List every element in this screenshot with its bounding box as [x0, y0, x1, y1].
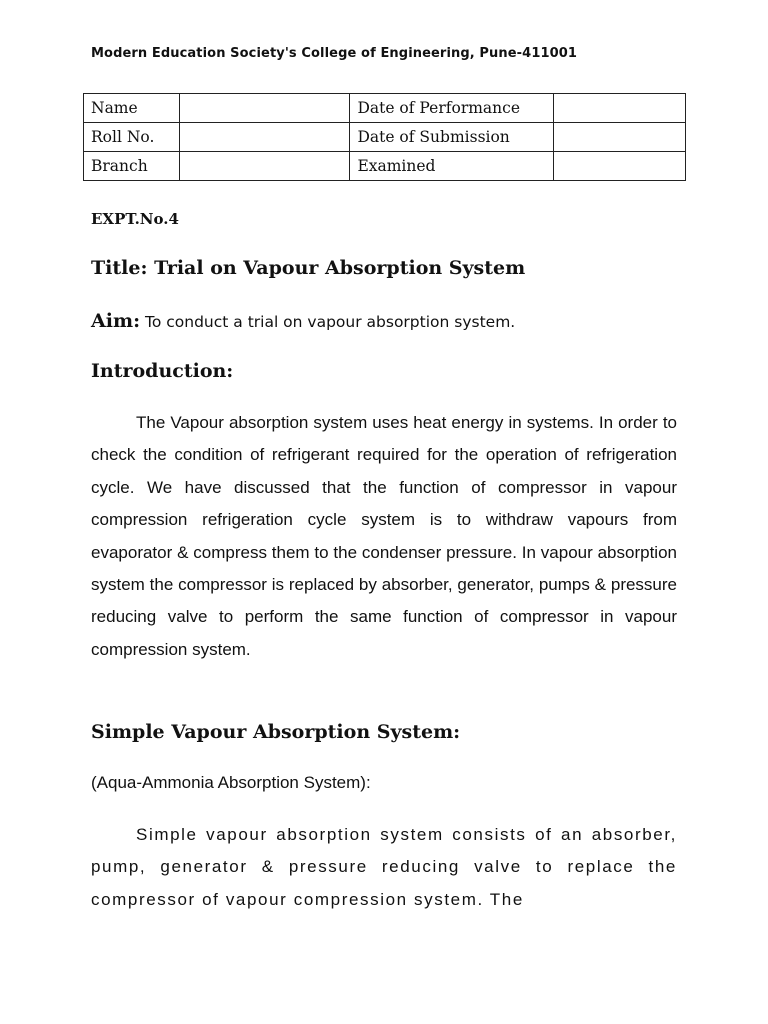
- student-info-table: [83, 93, 686, 181]
- table-cell-value: [553, 123, 685, 152]
- table-cell-value: [180, 123, 350, 152]
- table-cell-label: Branch: [84, 152, 180, 181]
- experiment-title: Title: Trial on Vapour Absorption System: [91, 257, 526, 279]
- table-cell-label: Name: [84, 94, 180, 123]
- simple-system-paragraph: [91, 819, 677, 916]
- college-header: Modern Education Society's College of Engineering, Pune-411001: [91, 46, 578, 61]
- introduction-text: The Vapour absorption system uses heat energy in systems. In order to check the condition of refrigerant required for the operation of refrigeration cycle. We have discussed that the function of compressor in vapour compression refrigeration cycle system is to withdraw vapours from evaporator & compress them to the condenser pressure. In vapour absorption system the compressor is replaced by absorber, generator, pumps & pressure reducing valve to perform the same function of compressor in vapour compression system.: [91, 413, 677, 659]
- aim-label: Aim:: [91, 310, 141, 332]
- table-cell-label: Roll No.: [84, 123, 180, 152]
- simple-system-heading: Simple Vapour Absorption System:: [91, 721, 461, 743]
- introduction-heading: Introduction:: [91, 360, 234, 382]
- experiment-number: EXPT.No.4: [91, 210, 179, 228]
- table-cell-label: Date of Submission: [350, 123, 553, 152]
- table-cell-value: [180, 94, 350, 123]
- introduction-paragraph: [91, 407, 677, 666]
- table-cell-label: Date of Performance: [350, 94, 553, 123]
- table-row: [84, 123, 686, 152]
- table-cell-value: [553, 94, 685, 123]
- table-row: [84, 94, 686, 123]
- table-cell-label: Examined: [350, 152, 553, 181]
- table-cell-value: [180, 152, 350, 181]
- simple-system-text: Simple vapour absorption system consists of an absorber, pump, generator & pressure reducing valve to replace the compressor of vapour compression system. The: [91, 825, 677, 909]
- table-cell-value: [553, 152, 685, 181]
- table-row: [84, 152, 686, 181]
- aim-text: To conduct a trial on vapour absorption system.: [140, 313, 516, 331]
- aim-statement: [91, 310, 515, 332]
- simple-system-subtitle: (Aqua-Ammonia Absorption System):: [91, 773, 371, 792]
